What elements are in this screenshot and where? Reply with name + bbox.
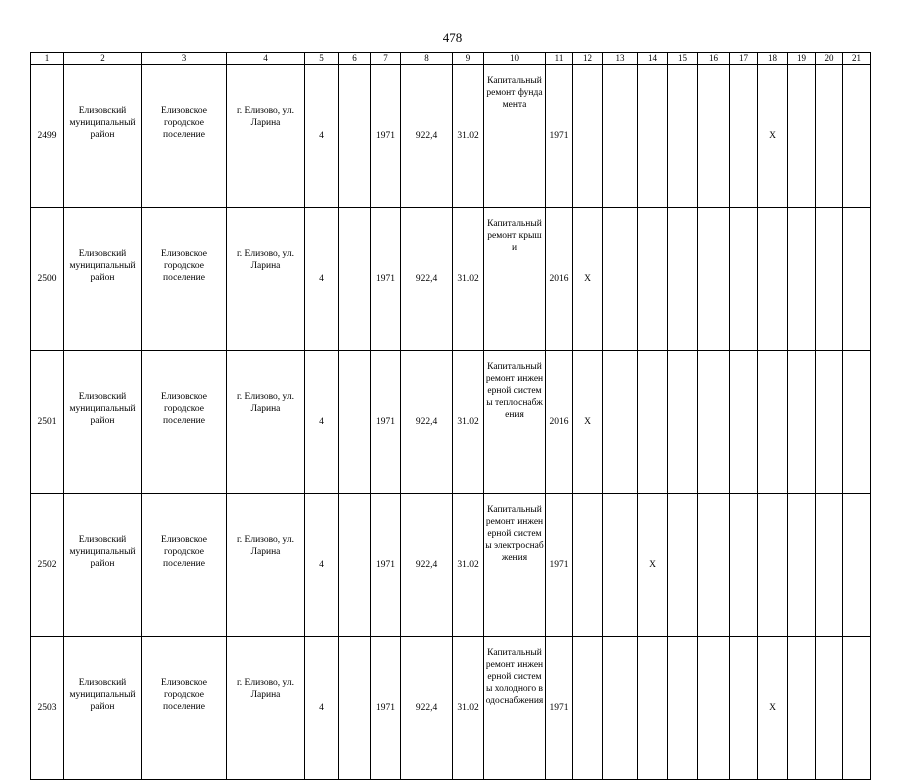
column-header: 11 xyxy=(546,53,573,65)
table-cell: 922,4 xyxy=(401,208,453,351)
table-cell: 31.02 xyxy=(453,65,484,208)
table-cell: 4 xyxy=(305,351,339,494)
table-cell xyxy=(668,65,698,208)
table-cell xyxy=(668,208,698,351)
table-cell xyxy=(339,65,371,208)
table-cell xyxy=(573,65,603,208)
table-cell: Капитальный ремонт инженерной системы теплоснабжения xyxy=(484,351,546,494)
table-cell: 922,4 xyxy=(401,637,453,780)
table-cell: 31.02 xyxy=(453,494,484,637)
table-row xyxy=(31,494,871,637)
column-header: 15 xyxy=(668,53,698,65)
table-cell: 4 xyxy=(305,65,339,208)
table-cell xyxy=(788,65,816,208)
table-cell: 922,4 xyxy=(401,351,453,494)
table-cell: Елизовский муниципальный район xyxy=(64,351,142,494)
table-cell xyxy=(339,208,371,351)
table-cell: 1971 xyxy=(371,65,401,208)
table-cell: 922,4 xyxy=(401,494,453,637)
table-cell xyxy=(339,351,371,494)
table-cell xyxy=(788,637,816,780)
table-cell: 1971 xyxy=(546,637,573,780)
table-cell xyxy=(758,494,788,637)
table-cell xyxy=(758,351,788,494)
table-cell xyxy=(603,65,638,208)
table-cell: Капитальный ремонт фундамента xyxy=(484,65,546,208)
table-cell xyxy=(698,637,730,780)
table-cell xyxy=(730,65,758,208)
table-row xyxy=(31,351,871,494)
table-cell xyxy=(668,494,698,637)
table-cell xyxy=(730,351,758,494)
table-cell: X xyxy=(758,65,788,208)
table-cell xyxy=(816,208,843,351)
table-cell: 2016 xyxy=(546,351,573,494)
column-header: 7 xyxy=(371,53,401,65)
table-cell xyxy=(788,208,816,351)
table-cell xyxy=(816,65,843,208)
table-cell xyxy=(603,494,638,637)
header-row xyxy=(31,53,871,65)
table-cell: 1971 xyxy=(546,65,573,208)
page-number: 478 xyxy=(442,30,463,45)
table-cell: Елизовское городское поселение xyxy=(142,208,227,351)
table-cell xyxy=(816,637,843,780)
table-cell xyxy=(339,637,371,780)
table-cell xyxy=(843,494,871,637)
column-header: 1 xyxy=(31,53,64,65)
table-cell xyxy=(730,637,758,780)
column-header: 12 xyxy=(573,53,603,65)
table-cell xyxy=(730,494,758,637)
table-cell xyxy=(603,351,638,494)
table-cell xyxy=(843,351,871,494)
table-cell: X xyxy=(573,208,603,351)
table-cell: X xyxy=(758,637,788,780)
table-cell xyxy=(698,208,730,351)
column-header: 18 xyxy=(758,53,788,65)
column-header: 20 xyxy=(816,53,843,65)
table-cell xyxy=(573,494,603,637)
table-cell: 4 xyxy=(305,208,339,351)
table-cell: Елизовское городское поселение xyxy=(142,65,227,208)
column-header: 2 xyxy=(64,53,142,65)
column-header: 21 xyxy=(843,53,871,65)
table-cell xyxy=(698,65,730,208)
table-row xyxy=(31,208,871,351)
table-cell: 2016 xyxy=(546,208,573,351)
table-cell: 4 xyxy=(305,494,339,637)
table-cell: г. Елизово, ул. Ларина xyxy=(227,208,305,351)
table-cell: 4 xyxy=(305,637,339,780)
table-cell xyxy=(638,351,668,494)
data-table xyxy=(30,52,871,780)
column-header: 14 xyxy=(638,53,668,65)
column-header: 9 xyxy=(453,53,484,65)
table-cell: Елизовское городское поселение xyxy=(142,351,227,494)
table-cell xyxy=(788,351,816,494)
table-cell: 2503 xyxy=(31,637,64,780)
table-cell: Капитальный ремонт инженерной системы электроснабжения xyxy=(484,494,546,637)
table-cell: 1971 xyxy=(546,494,573,637)
table-cell: Елизовский муниципальный район xyxy=(64,494,142,637)
table-cell xyxy=(843,208,871,351)
table-cell: 1971 xyxy=(371,637,401,780)
table-cell: X xyxy=(573,351,603,494)
table-cell: Капитальный ремонт инженерной системы холодного водоснабжения xyxy=(484,637,546,780)
table-cell: г. Елизово, ул. Ларина xyxy=(227,494,305,637)
table-cell: Елизовский муниципальный район xyxy=(64,65,142,208)
table-cell xyxy=(668,637,698,780)
column-header: 19 xyxy=(788,53,816,65)
table-cell: 2499 xyxy=(31,65,64,208)
table-cell xyxy=(730,208,758,351)
column-header: 16 xyxy=(698,53,730,65)
table-cell xyxy=(339,494,371,637)
table-cell: 2502 xyxy=(31,494,64,637)
table-cell: г. Елизово, ул. Ларина xyxy=(227,637,305,780)
table-cell xyxy=(816,351,843,494)
table-cell: 1971 xyxy=(371,208,401,351)
table-cell: Елизовский муниципальный район xyxy=(64,637,142,780)
table-cell xyxy=(603,208,638,351)
table-cell: 1971 xyxy=(371,351,401,494)
table-cell xyxy=(603,637,638,780)
table-cell: г. Елизово, ул. Ларина xyxy=(227,351,305,494)
table-cell: г. Елизово, ул. Ларина xyxy=(227,65,305,208)
table-cell xyxy=(758,208,788,351)
table-cell: Елизовский муниципальный район xyxy=(64,208,142,351)
table-row xyxy=(31,637,871,780)
table-cell: Елизовское городское поселение xyxy=(142,494,227,637)
table-cell: 1971 xyxy=(371,494,401,637)
column-header: 10 xyxy=(484,53,546,65)
table-row xyxy=(31,65,871,208)
table-cell: Капитальный ремонт крыши xyxy=(484,208,546,351)
table-cell xyxy=(638,637,668,780)
table-cell: 2501 xyxy=(31,351,64,494)
table-cell xyxy=(698,351,730,494)
table-cell xyxy=(843,637,871,780)
table-cell xyxy=(638,65,668,208)
table-cell: 31.02 xyxy=(453,351,484,494)
column-header: 3 xyxy=(142,53,227,65)
table-body xyxy=(31,65,871,780)
table-cell: 922,4 xyxy=(401,65,453,208)
table-cell: 31.02 xyxy=(453,637,484,780)
column-header: 8 xyxy=(401,53,453,65)
table-cell xyxy=(573,637,603,780)
column-header: 5 xyxy=(305,53,339,65)
column-header: 17 xyxy=(730,53,758,65)
table-cell: X xyxy=(638,494,668,637)
column-header: 4 xyxy=(227,53,305,65)
table-cell xyxy=(698,494,730,637)
table-cell xyxy=(668,351,698,494)
table-cell: 2500 xyxy=(31,208,64,351)
table-cell xyxy=(638,208,668,351)
column-header: 6 xyxy=(339,53,371,65)
table-cell: Елизовское городское поселение xyxy=(142,637,227,780)
column-header: 13 xyxy=(603,53,638,65)
table-cell xyxy=(788,494,816,637)
table-cell xyxy=(843,65,871,208)
table-cell: 31.02 xyxy=(453,208,484,351)
table-cell xyxy=(816,494,843,637)
